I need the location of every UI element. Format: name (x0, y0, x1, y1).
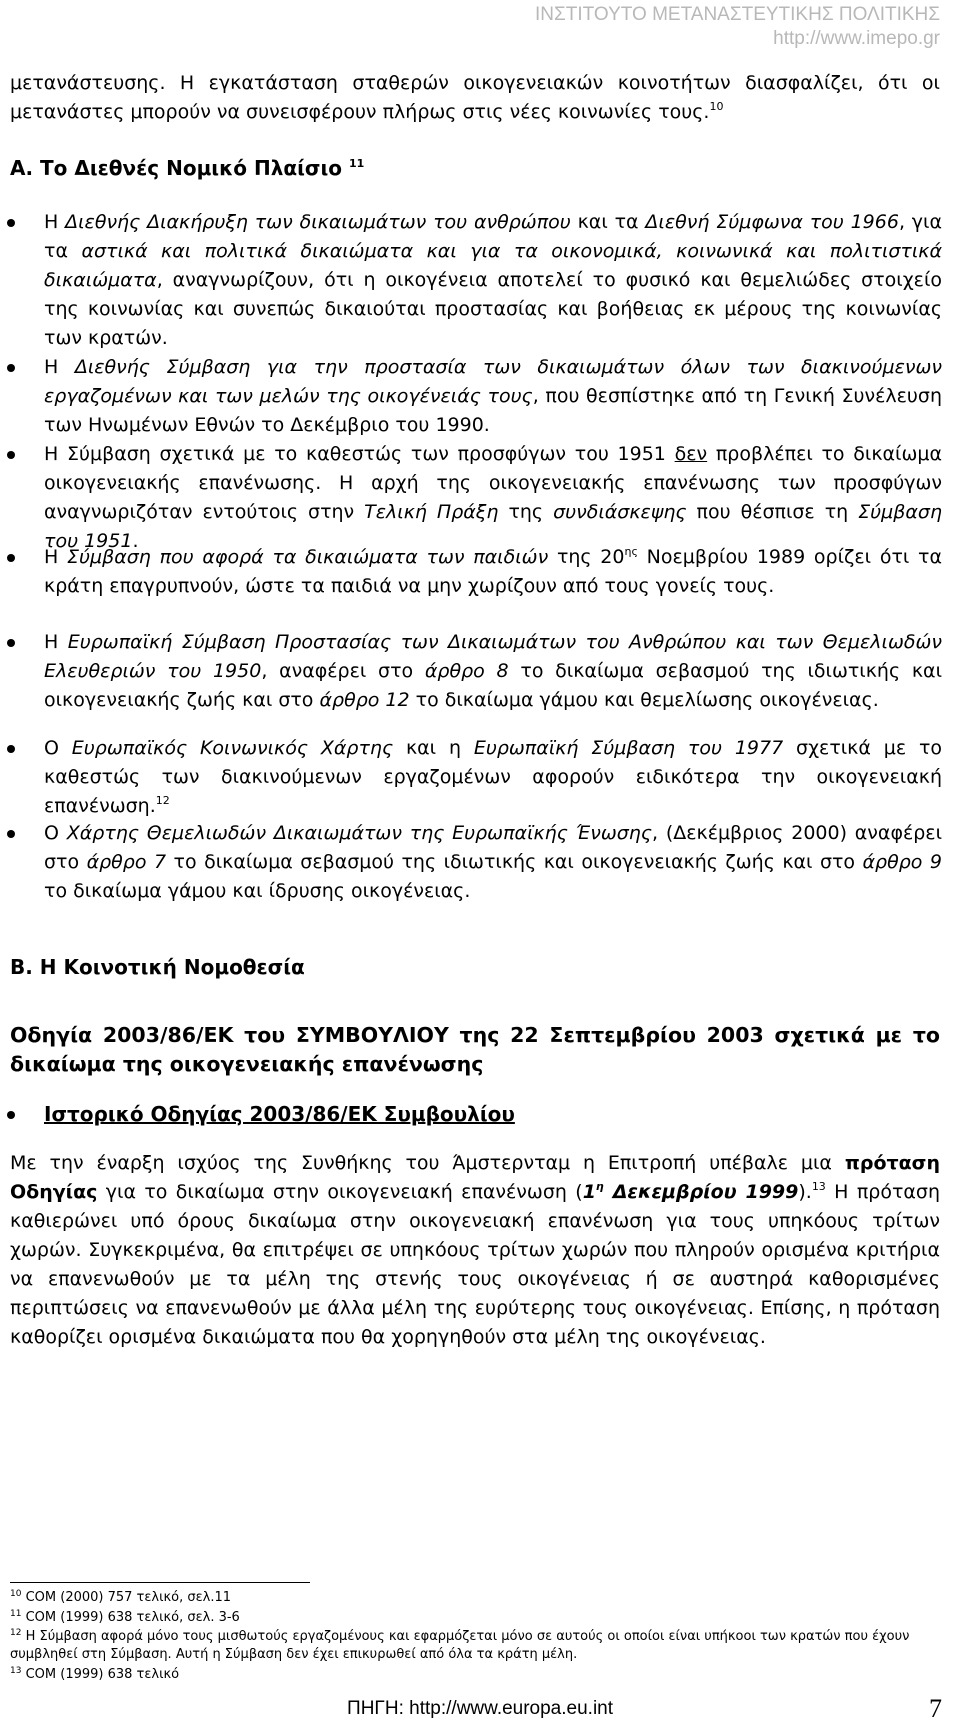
footnote: $^{13}$ COM (1999) 638 τελικό (10, 1666, 180, 1682)
bullet-icon (7, 219, 15, 227)
list-item: Η Διεθνής Σύμβαση για την προστασία των δικαιωμάτων όλων των διακινούμενων εργαζομένων και των μελών της οικογένειάς τους, που θεσπίστηκε από τη Γενική Συνέλευση των Ηνωμένων Εθνών το Δεκέμβριο του 1990. (44, 353, 942, 440)
history-bullet: Ιστορικό Οδηγίας 2003/86/ΕΚ Συμβουλίου (44, 1100, 942, 1129)
footnote-ref: 11 (349, 157, 365, 170)
list-item: Η Ευρωπαϊκή Σύμβαση Προστασίας των Δικαιωμάτων του Ανθρώπου και των Θεμελιωδών Ελευθεριών του 1950, αναφέρει στο άρθρο 8 το δικαίωμα σεβασμού της ιδιωτικής και οικογενειακής ζωής και στο άρθρο 12 το δικαίωμα γάμου και θεμελίωσης οικογένειας. (44, 628, 942, 715)
footnote-ref: 10 (709, 100, 724, 113)
footnote: $^{11}$ COM (1999) 638 τελικό, σελ. 3-6 (10, 1609, 240, 1625)
bullet-icon (7, 639, 15, 647)
list-item: Η Διεθνής Διακήρυξη των δικαιωμάτων του ανθρώπου και τα Διεθνή Σύμφωνα του 1966, για τα αστικά και πολιτικά δικαιώματα και για τα οικονομικά, κοινωνικά και πολιτιστικά δικαιώματα, αναγνωρίζουν, ότι η οικογένεια αποτελεί το φυσικό και θεμελιώδες στοιχείο της κοινωνίας και συνεπώς δικαιούται προστασίας και βοήθειας εκ μέρους της κοινωνίας των κρατών. (44, 208, 942, 353)
directive-title: Οδηγία 2003/86/ΕΚ του ΣΥΜΒΟΥΛΙΟΥ της 22 Σεπτεμβρίου 2003 σχετικά με το δικαίωμα της οικογενειακής επανένωσης (10, 1023, 940, 1076)
section-b-paragraph: Με την έναρξη ισχύος της Συνθήκης του Άμστερνταμ η Επιτροπή υπέβαλε μια πρόταση Οδηγίας για το δικαίωμα στην οικογενειακή επανένωση ($1^\eta$ Δεκεμβρίου 1999).$^{13}$ Η πρόταση καθιερώνει υπό όρους δικαίωμα στην οικογενειακή επανένωση για τους υπηκόους τρίτων χωρών. Συγκεκριμένα, θα επιτρέψει σε υπηκόους τρίτων χωρών που πληρούν ορισμένα κριτήρια να επανενωθούν με τα μέλη της στενής τους οικογένειας ή σε αυστηρά καθορισμένες περιπτώσεις να επανενωθούν με άλλα μέλη της ευρύτερης τους οικογένειας. Επίσης, η πρόταση καθορίζει ορισμένα δικαιώματα που θα χορηγηθούν στα μέλη της οικογένειας. (10, 1152, 940, 1348)
footnote: $^{12}$ Η Σύμβαση αφορά μόνο τους μισθωτούς εργαζομένους και εφαρμόζεται μόνο σε αυτούς οι οποίοι είναι υπήκοοι των κρατών που έχουν συμβληθεί στη Σύμβαση. Αυτή η Σύμβαση δεν έχει επικυρωθεί από όλα τα κράτη μέλη. (10, 1628, 910, 1662)
footnote-ref: 12 (155, 794, 170, 807)
list-item: Ο Χάρτης Θεμελιωδών Δικαιωμάτων της Ευρωπαϊκής Ένωσης, (Δεκέμβριος 2000) αναφέρει στο άρθρο 7 το δικαίωμα σεβασμού της ιδιωτικής και οικογενειακής ζωής και στο άρθρο 9 το δικαίωμα γάμου και ίδρυσης οικογένειας. (44, 819, 942, 906)
header-org: ΙΝΣΤΙΤΟΥΤΟ ΜΕΤΑΝΑΣΤΕΥΤΙΚΗΣ ΠΟΛΙΤΙΚΗΣ (535, 4, 940, 25)
bullet-icon (7, 1111, 15, 1119)
section-a-title: Α. Το Διεθνές Νομικό Πλαίσιο $^{11}$ (10, 156, 365, 180)
bullet-icon (7, 364, 15, 372)
footnote-ref: 13 (811, 1180, 826, 1193)
header-url[interactable]: http://www.imepo.gr (773, 28, 940, 49)
bullet-icon (7, 830, 15, 838)
footer-source: ΠΗΓΗ: http://www.europa.eu.int (346, 1698, 614, 1719)
bullet-icon (7, 745, 15, 753)
footnote-divider (10, 1582, 310, 1583)
intro-paragraph: μετανάστευσης. Η εγκατάσταση σταθερών οικογενειακών κοινοτήτων διασφαλίζει, ότι οι μετανάστες μπορούν να συνεισφέρουν πλήρως στις νέες κοινωνίες τους.$^{10}$ (10, 72, 940, 123)
page-number: 7 (929, 1694, 942, 1723)
footnote: $^{10}$ COM (2000) 757 τελικό, σελ.11 (10, 1589, 232, 1605)
list-item: Ο Ευρωπαϊκός Κοινωνικός Χάρτης και η Ευρωπαϊκή Σύμβαση του 1977 σχετικά με το καθεστώς των διακινούμενων εργαζομένων αφορούν ειδικότερα την οικογενειακή επανένωση.$^{12}$ (44, 734, 942, 821)
bullet-icon (7, 451, 15, 459)
section-b-title: Β. Η Κοινοτική Νομοθεσία (10, 955, 305, 979)
bullet-icon (7, 554, 15, 562)
list-item: Η Σύμβαση σχετικά με το καθεστώς των προσφύγων του 1951 δεν προβλέπει το δικαίωμα οικογενειακής επανένωσης. Η αρχή της οικογενειακής επανένωσης των προσφύγων αναγνωριζόταν εντούτοις στην Τελική Πράξη της συνδιάσκεψης που θέσπισε τη Σύμβαση του 1951. (44, 440, 942, 556)
list-item: Η Σύμβαση που αφορά τα δικαιώματα των παιδιών της $20^{\eta\varsigma}$ Νοεμβρίου 1989 ορίζει ότι τα κράτη επαγρυπνούν, ώστε τα παιδιά να μην χωρίζουν από τους γονείς τους. (44, 543, 942, 601)
